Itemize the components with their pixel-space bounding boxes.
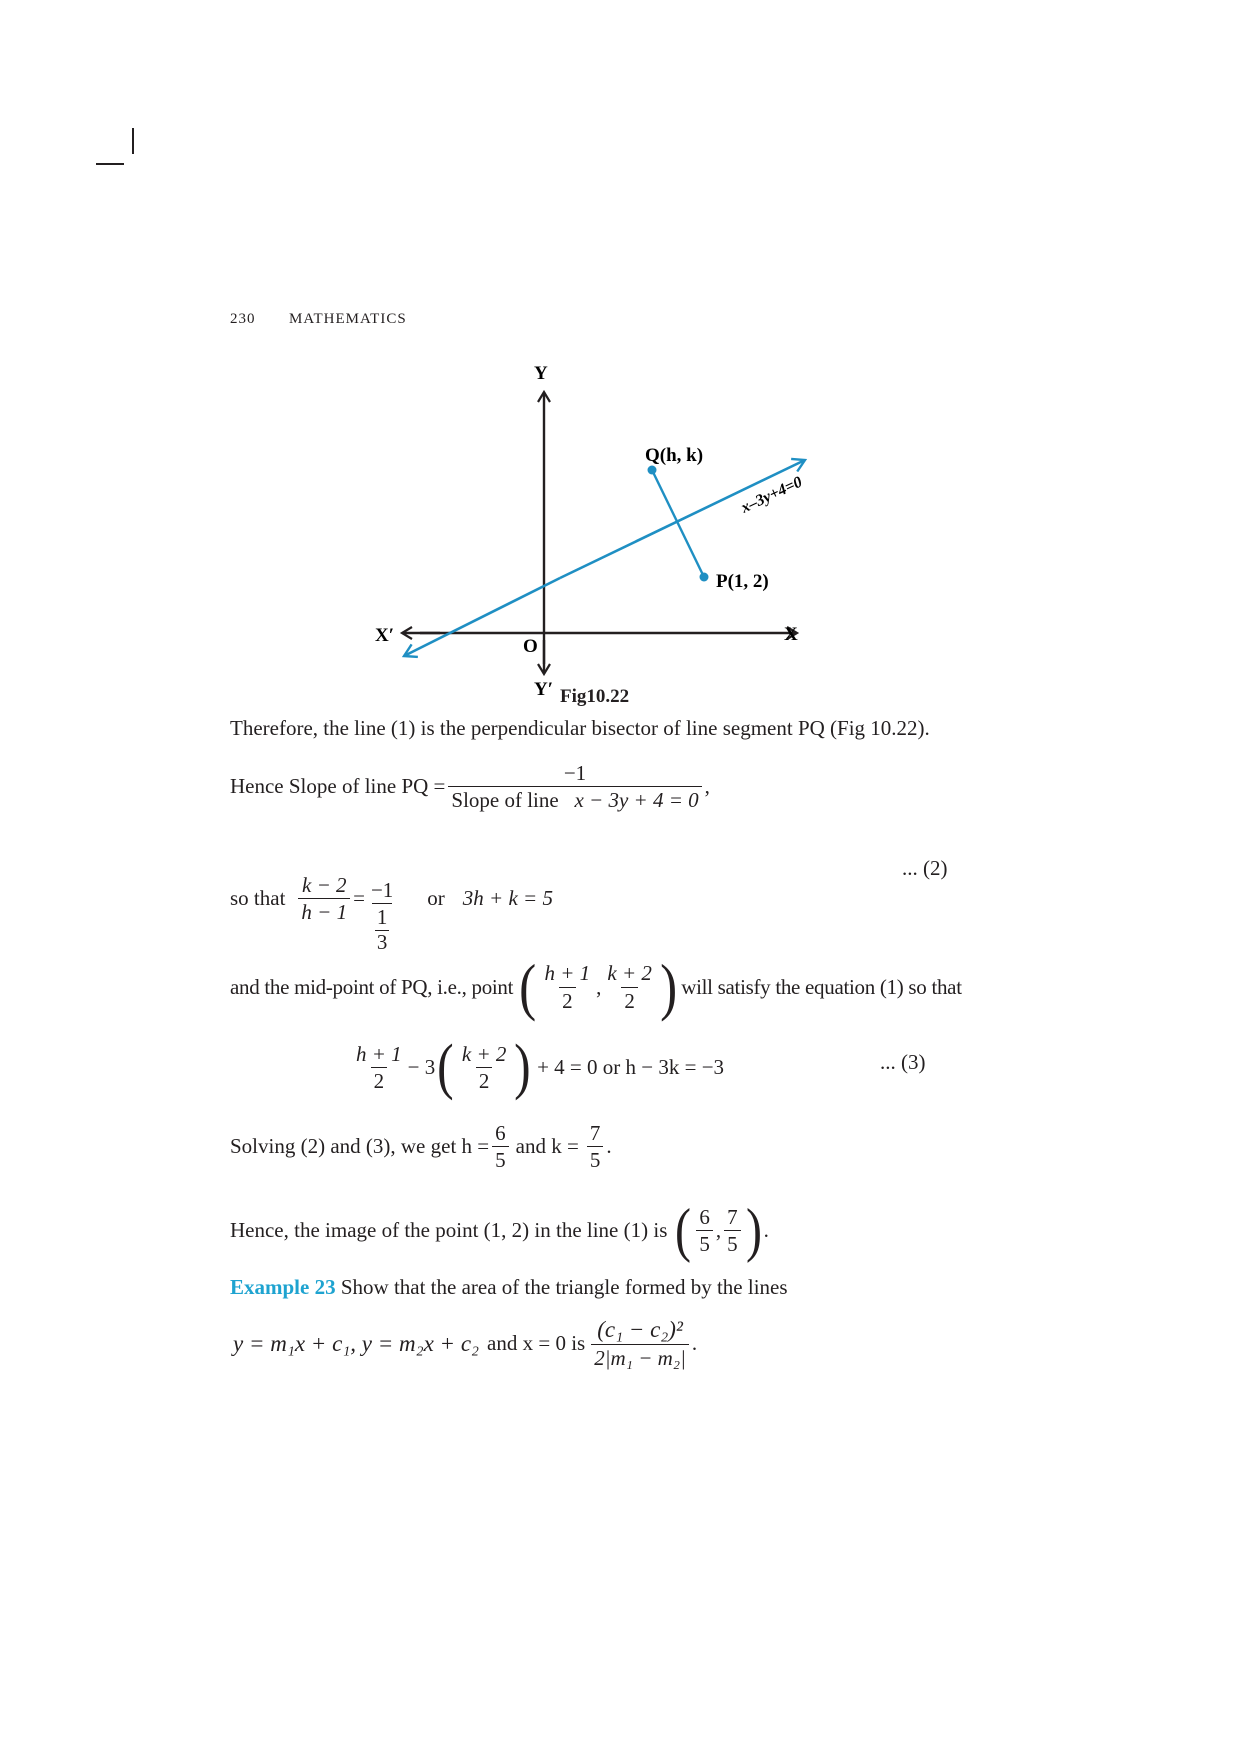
mid-num-2: k + 2: [607, 961, 652, 986]
point-q-dot: [648, 466, 657, 475]
midpoint-line: [230, 950, 962, 1024]
label-x: X: [784, 624, 798, 645]
eq2-lhs-den: h − 1: [298, 898, 350, 923]
image-num-2: 7: [727, 1204, 738, 1229]
label-q: Q(h, k): [645, 445, 704, 466]
example-lines: y = m₁x + c₁, y = m₂x + c₂: [233, 1330, 480, 1356]
image-right-paren: ): [745, 1197, 762, 1263]
slope-line: [230, 762, 710, 811]
eq2-rhs-fraction: [368, 879, 396, 953]
right-paren: ): [660, 951, 678, 1022]
equation-2: [230, 843, 553, 953]
eq3-rest: + 4 = 0 or h − 3k = −3: [537, 1055, 725, 1079]
solve-prefix: Solving (2) and (3), we get h =: [230, 1134, 490, 1159]
line-x-3y-4: [560, 460, 805, 578]
image-den-2: 5: [724, 1230, 741, 1255]
left-paren: (: [519, 951, 537, 1022]
example-area-fraction: [591, 1318, 689, 1369]
solve-h-num: 6: [495, 1121, 506, 1145]
equation-3: [350, 1032, 724, 1103]
label-y-prime: Y′: [534, 679, 554, 700]
page-number: 230: [230, 311, 256, 327]
eq2-result: 3h + k = 5: [462, 885, 553, 910]
example-area-den: 2|m₁ − m₂|: [591, 1344, 689, 1369]
eq2-rhs-num: −1: [370, 878, 394, 902]
figure-caption: Fig10.22: [560, 686, 630, 707]
solve-h-den: 5: [492, 1146, 509, 1171]
slope-fraction: [448, 762, 701, 811]
solve-k-den: 5: [587, 1146, 604, 1171]
slope-comma: ,: [704, 774, 710, 799]
slope-den-text: Slope of line: [451, 788, 559, 813]
label-y: Y: [534, 363, 548, 384]
label-p: P(1, 2): [716, 571, 769, 592]
example-label: Example 23: [230, 1275, 336, 1299]
example-area-num: (c₁ − c₂)²: [597, 1317, 683, 1342]
eq3-den-1: 2: [371, 1067, 388, 1092]
eq2-or: or: [427, 885, 445, 910]
mid-fraction-1: [541, 962, 593, 1011]
label-origin: O: [523, 636, 538, 657]
eq3-den-2: 2: [476, 1067, 493, 1092]
equation-number-2: ... (2): [902, 856, 948, 880]
image-num-1: 6: [699, 1204, 710, 1229]
image-comma: ,: [715, 1218, 722, 1242]
slope-den-eq: x − 3y + 4 = 0: [574, 788, 699, 813]
eq2-rhs-den-num: 1: [376, 905, 388, 930]
eq3-fraction-1: [353, 1043, 405, 1092]
example-and: and x = 0 is: [487, 1331, 586, 1356]
mid-fraction-2: [604, 962, 655, 1011]
image-left-paren: (: [675, 1197, 692, 1263]
label-line-eq: x–3y+4=0: [738, 473, 805, 517]
example-text: Show that the area of the triangle formed by the lines: [340, 1275, 788, 1299]
slope-denominator: [448, 786, 701, 811]
so-that: so that: [230, 885, 286, 910]
label-x-prime: X′: [375, 625, 395, 646]
solve-and: and k =: [515, 1134, 579, 1159]
image-fraction-1: [696, 1206, 713, 1255]
image-fraction-2: [724, 1206, 741, 1255]
hence-prefix: Hence Slope of line PQ =: [230, 774, 446, 799]
eq3-minus-3: − 3: [407, 1055, 436, 1079]
running-title: MATHEMATICS: [289, 311, 407, 327]
figure-10-22: [0, 0, 1240, 720]
eq3-num-2: k + 2: [461, 1041, 507, 1066]
solve-end: .: [606, 1134, 612, 1159]
image-prefix: Hence, the image of the point (1, 2) in the line (1) is: [230, 1218, 668, 1242]
point-p-dot: [700, 573, 709, 582]
example-end: .: [691, 1331, 698, 1356]
eq3-right-paren: ): [514, 1033, 532, 1101]
mid-den-2: 2: [621, 987, 638, 1012]
image-den-1: 5: [696, 1230, 713, 1255]
solve-h-fraction: [492, 1122, 509, 1171]
paragraph-perpendicular-bisector: Therefore, the line (1) is the perpendicular bisector of line segment PQ (Fig 10.22).: [230, 716, 930, 740]
mid-comma: ,: [596, 974, 602, 999]
eq3-left-paren: (: [437, 1033, 454, 1101]
equation-number-3: ... (3): [880, 1050, 926, 1074]
eq2-lhs-fraction: [298, 874, 350, 923]
mid-prefix: and the mid-point of PQ, i.e., point: [230, 974, 514, 999]
solve-k-fraction: [587, 1122, 604, 1171]
eq2-equals: =: [353, 885, 365, 910]
slope-numerator: −1: [563, 761, 587, 785]
solving-line: [230, 1122, 612, 1171]
eq2-rhs-den: [372, 903, 393, 953]
eq2-lhs-num: k − 2: [302, 872, 347, 897]
image-end: .: [763, 1218, 769, 1242]
eq2-rhs-den-den: 3: [376, 930, 388, 955]
eq3-num-1: h + 1: [356, 1041, 402, 1066]
example-23: [230, 1275, 788, 1300]
mid-den-1: 2: [559, 987, 576, 1012]
mid-num-1: h + 1: [544, 961, 591, 986]
eq3-fraction-2: [459, 1043, 510, 1092]
example-equations: [233, 1318, 697, 1369]
solve-k-num: 7: [589, 1121, 601, 1145]
segment-pq: [652, 470, 704, 577]
mid-suffix: will satisfy the equation (1) so that: [681, 974, 962, 999]
image-line: [230, 1196, 769, 1265]
